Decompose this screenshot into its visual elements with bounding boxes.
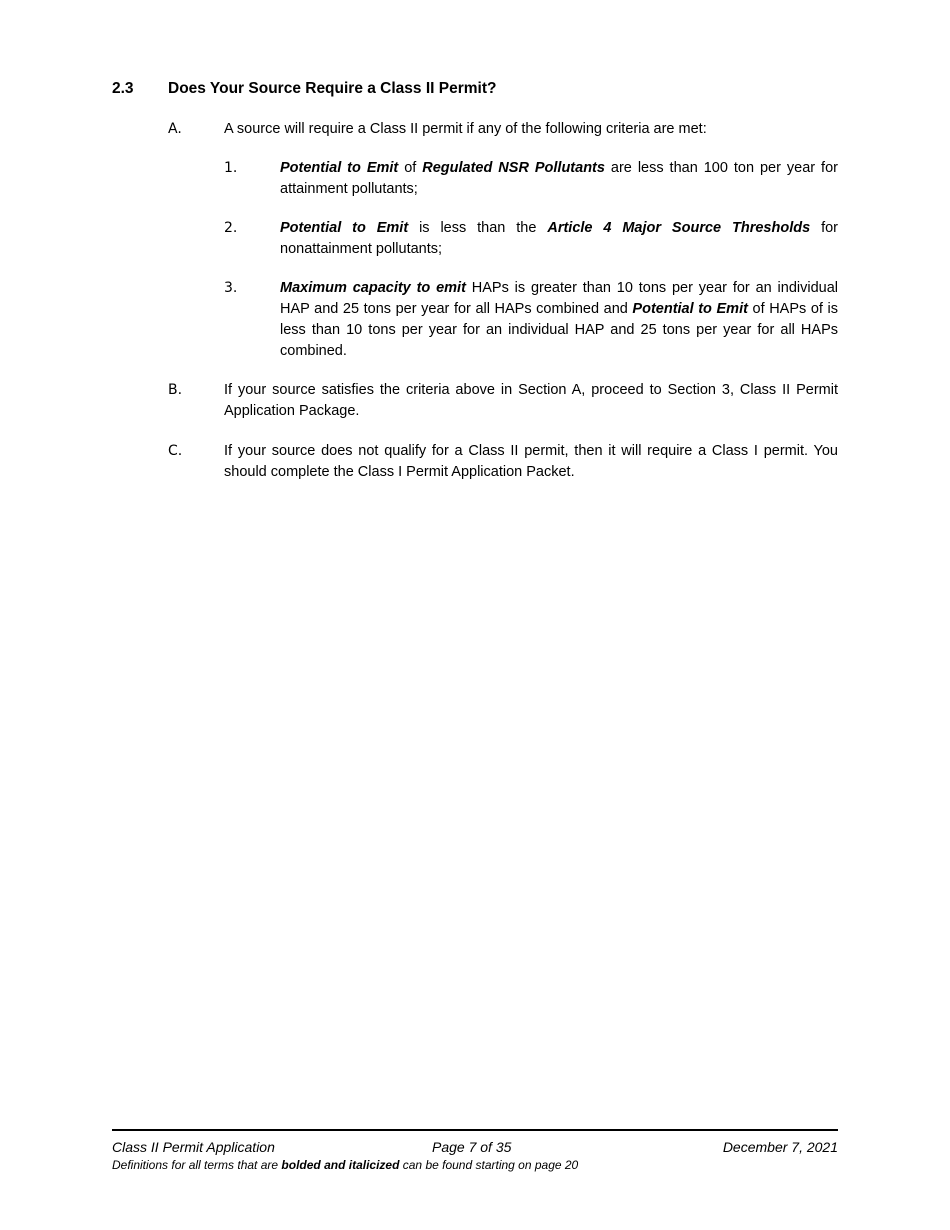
- item-text-b: If your source satisfies the criteria above in Section A, proceed to Section 3, Class II Permit Application Package.: [224, 382, 838, 419]
- criterion-text-3: [280, 278, 838, 362]
- footer-definitions-note: [112, 1157, 578, 1173]
- defined-term: Potential to Emit: [280, 220, 409, 236]
- item-text-a: A source will require a Class II permit if any of the following criteria are met:: [224, 121, 707, 137]
- section-title: Does Your Source Require a Class II Permit?: [168, 80, 497, 97]
- footer-page-number: Page 7 of 35: [432, 1139, 512, 1155]
- defined-term: Maximum capacity to emit: [280, 280, 466, 296]
- footer-note-emphasis: bolded and italicized: [281, 1158, 400, 1172]
- text-run: of: [398, 160, 423, 176]
- footer-document-title: Class II Permit Application: [112, 1139, 275, 1155]
- item-marker-c: C.: [168, 443, 183, 459]
- item-marker-a: A.: [168, 121, 182, 137]
- defined-term: Regulated NSR Pollutants: [422, 160, 605, 176]
- criterion-marker-3: 3.: [224, 280, 238, 296]
- footer-note-suffix: can be found starting on page 20: [399, 1158, 579, 1172]
- footer-note-prefix: Definitions for all terms that are: [112, 1158, 282, 1172]
- text-run: is less than the: [408, 220, 548, 236]
- defined-term: Potential to Emit: [280, 160, 399, 176]
- text-run: for nonattainment pollutants;: [280, 220, 838, 257]
- item-marker-b: B.: [168, 382, 183, 398]
- defined-term: Potential to Emit: [632, 301, 748, 317]
- criterion-text-2: [280, 218, 838, 260]
- item-text-c: If your source does not qualify for a Class II permit, then it will require a Class I permit. You should complete the Class I Permit Application Packet.: [224, 443, 838, 480]
- defined-term: Article 4 Major Source Thresholds: [547, 220, 811, 236]
- text-run: HAPs is greater than 10 tons per year for an individual HAP and 25 tons per year for all HAPs combined and: [280, 280, 838, 317]
- section-number: 2.3: [112, 80, 134, 97]
- criterion-text-1: [280, 158, 838, 200]
- footer-divider: [112, 1129, 838, 1131]
- text-run: are less than 100 ton per year for attainment pollutants;: [280, 160, 838, 197]
- text-run: of HAPs of is less than 10 tons per year for an individual HAP and 25 tons per year for all HAPs combined.: [280, 301, 838, 359]
- footer-date: December 7, 2021: [722, 1139, 838, 1155]
- criterion-marker-2: 2.: [224, 220, 238, 236]
- criterion-marker-1: 1.: [224, 160, 238, 176]
